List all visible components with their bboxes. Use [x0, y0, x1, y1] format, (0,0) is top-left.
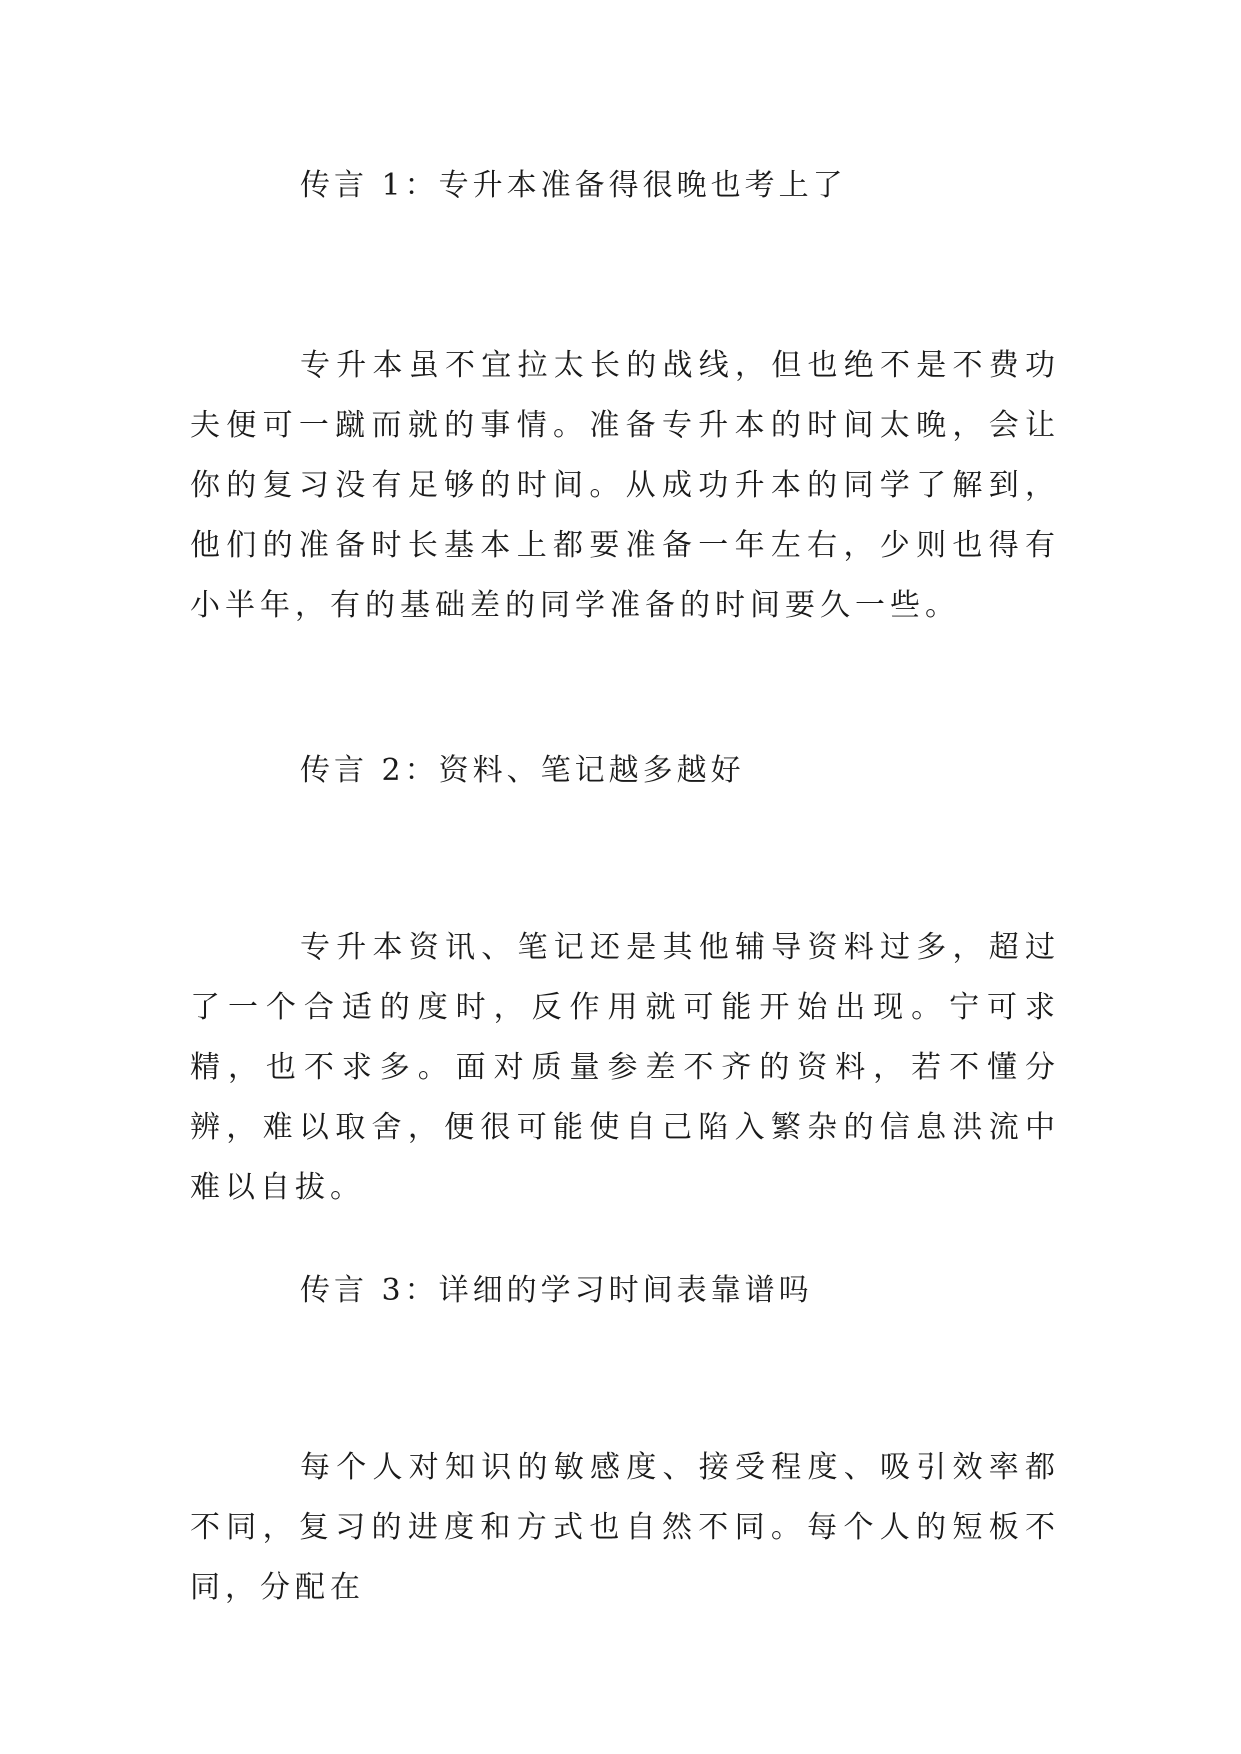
rumor-3-paragraph: 每个人对知识的敏感度、接受程度、吸引效率都不同，复习的进度和方式也自然不同。每个人的短板不同，分配在	[190, 1450, 1060, 1605]
rumor-1-paragraph: 专升本虽不宜拉太长的战线，但也绝不是不费功夫便可一蹴而就的事情。准备专升本的时间太晚，会让你的复习没有足够的时间。从成功升本的同学了解到，他们的准备时长基本上都要准备一年左右，少则也得有小半年，有的基础差的同学准备的时间要久一些。	[190, 348, 1060, 623]
rumor-2-paragraph: 专升本资讯、笔记还是其他辅导资料过多，超过了一个合适的度时，反作用就可能开始出现。宁可求精，也不求多。面对质量参差不齐的资料，若不懂分辨，难以取舍，便很可能使自己陷入繁杂的信息洪流中难以自拔。	[190, 930, 1060, 1205]
rumor-1-heading: 传言 1：专升本准备得很晚也考上了	[300, 168, 847, 203]
rumor-3-heading: 传言 3：详细的学习时间表靠谱吗	[300, 1273, 813, 1308]
rumor-2-heading: 传言 2：资料、笔记越多越好	[300, 753, 745, 788]
